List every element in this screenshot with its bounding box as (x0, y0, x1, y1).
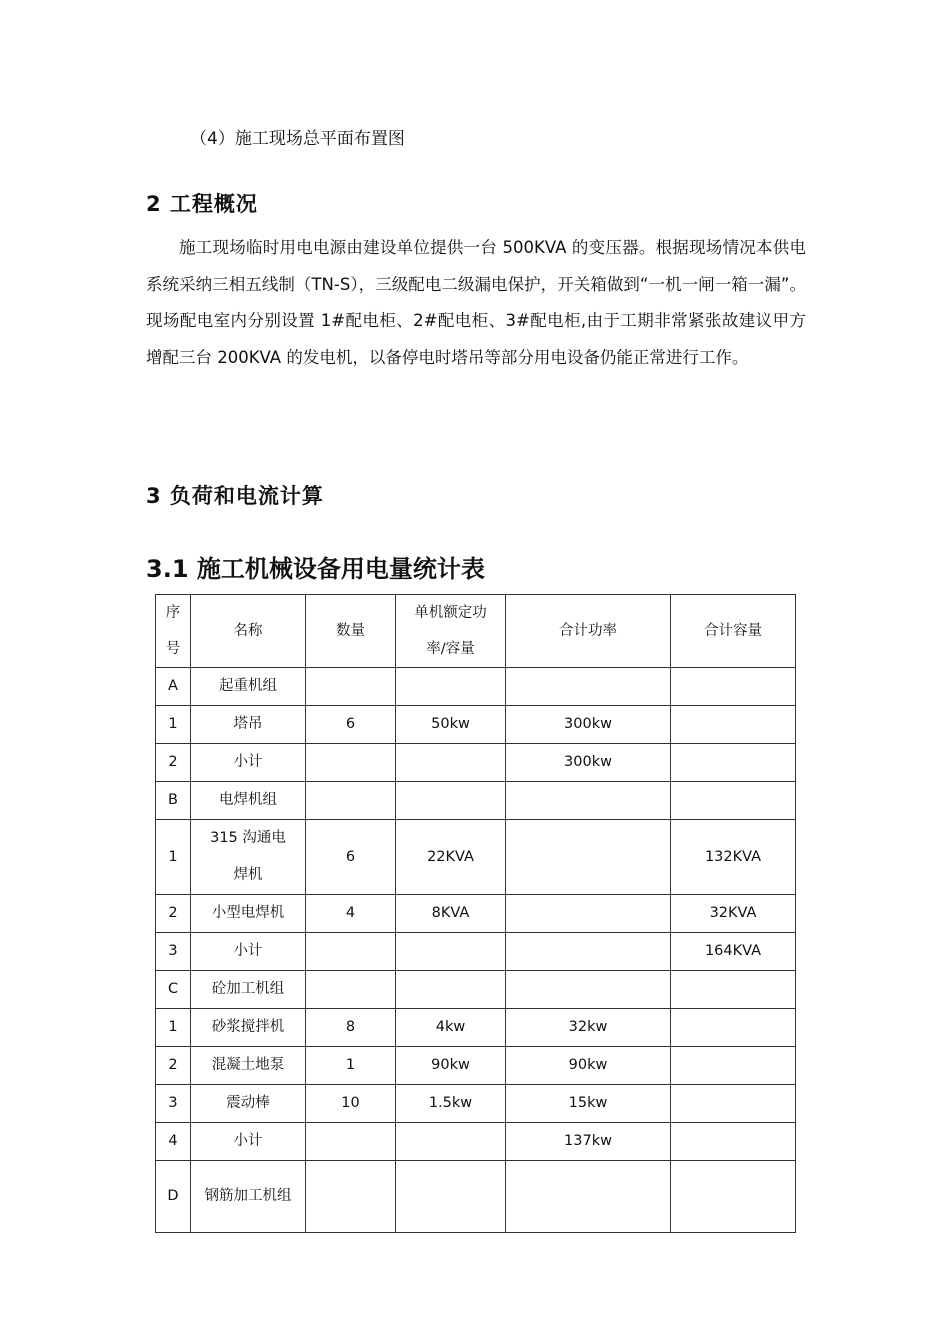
cell-index: 1 (156, 1009, 191, 1047)
table-row (156, 744, 796, 782)
cell-index: 2 (156, 744, 191, 782)
cell-name: 小型电焊机 (191, 895, 306, 933)
cell-quantity (306, 933, 396, 971)
list-item-site-plan: （4）施工现场总平面布置图 (190, 129, 405, 149)
cell-total-power: 90kw (506, 1047, 671, 1085)
cell-total-capacity (671, 782, 796, 820)
cell-total-capacity (671, 971, 796, 1009)
cell-name: 315 沟通电焊机 (191, 820, 306, 895)
header-cell-total-capacity: 合计容量 (671, 595, 796, 668)
cell-unit-power: 22KVA (396, 820, 506, 895)
table-row (156, 1161, 796, 1233)
cell-total-capacity (671, 1009, 796, 1047)
table-row (156, 782, 796, 820)
cell-name: 塔吊 (191, 706, 306, 744)
cell-total-power (506, 895, 671, 933)
header-cell-index: 序号 (156, 595, 191, 668)
cell-total-power (506, 668, 671, 706)
cell-quantity (306, 971, 396, 1009)
cell-total-power: 15kw (506, 1085, 671, 1123)
table-row (156, 1085, 796, 1123)
cell-total-capacity (671, 1123, 796, 1161)
cell-total-power (506, 782, 671, 820)
cell-name: 混凝土地泵 (191, 1047, 306, 1085)
cell-unit-power: 90kw (396, 1047, 506, 1085)
cell-name: 起重机组 (191, 668, 306, 706)
table-header-row (156, 595, 796, 668)
cell-total-capacity (671, 744, 796, 782)
cell-unit-power (396, 1123, 506, 1161)
overview-paragraph: 施工现场临时用电电源由建设单位提供一台 500KVA 的变压器。根据现场情况本供电系统采纳三相五线制（TN-S），三级配电二级漏电保护，开关箱做到“一机一闸一箱一漏”。现场配电室内分别设置 1#配电柜、2#配电柜、3#配电柜,由于工期非常紧张故建议甲方增配三台 200KVA 的发电机，以备停电时塔吊等部分用电设备仍能正常进行工作。 (146, 238, 806, 367)
header-cell-total-power: 合计功率 (506, 595, 671, 668)
cell-quantity (306, 744, 396, 782)
cell-index: B (156, 782, 191, 820)
cell-index: C (156, 971, 191, 1009)
cell-index: 2 (156, 1047, 191, 1085)
cell-unit-power: 1.5kw (396, 1085, 506, 1123)
cell-quantity: 6 (306, 820, 396, 895)
cell-quantity (306, 1123, 396, 1161)
cell-unit-power (396, 1161, 506, 1233)
cell-unit-power: 8KVA (396, 895, 506, 933)
cell-total-power (506, 1161, 671, 1233)
cell-unit-power: 50kw (396, 706, 506, 744)
cell-name: 小计 (191, 744, 306, 782)
section-heading-equipment-table: 3.1 施工机械设备用电量统计表 (146, 555, 485, 583)
cell-total-capacity: 132KVA (671, 820, 796, 895)
cell-total-capacity: 32KVA (671, 895, 796, 933)
section-heading-overview: 2 工程概况 (146, 192, 258, 216)
cell-name: 小计 (191, 933, 306, 971)
cell-index: 4 (156, 1123, 191, 1161)
table-row (156, 1009, 796, 1047)
cell-total-capacity (671, 1047, 796, 1085)
cell-name: 钢筋加工机组 (191, 1161, 306, 1233)
table-row (156, 1123, 796, 1161)
cell-total-power: 32kw (506, 1009, 671, 1047)
cell-total-power (506, 820, 671, 895)
cell-quantity (306, 782, 396, 820)
cell-total-power (506, 971, 671, 1009)
cell-quantity: 8 (306, 1009, 396, 1047)
header-cell-unit-power: 单机额定功率/容量 (396, 595, 506, 668)
cell-total-power: 300kw (506, 744, 671, 782)
cell-index: 3 (156, 1085, 191, 1123)
cell-quantity: 10 (306, 1085, 396, 1123)
cell-total-power: 300kw (506, 706, 671, 744)
cell-index: 1 (156, 820, 191, 895)
cell-unit-power: 4kw (396, 1009, 506, 1047)
cell-quantity (306, 1161, 396, 1233)
cell-total-capacity (671, 1161, 796, 1233)
header-cell-name: 名称 (191, 595, 306, 668)
table-row (156, 895, 796, 933)
cell-name: 震动棒 (191, 1085, 306, 1123)
cell-unit-power (396, 933, 506, 971)
table-row (156, 706, 796, 744)
cell-total-power: 137kw (506, 1123, 671, 1161)
section-heading-load-calc: 3 负荷和电流计算 (146, 484, 324, 508)
table-body (156, 595, 796, 1233)
cell-unit-power (396, 668, 506, 706)
cell-index: 1 (156, 706, 191, 744)
cell-unit-power (396, 782, 506, 820)
cell-name: 砼加工机组 (191, 971, 306, 1009)
equipment-power-table (155, 594, 796, 1233)
cell-index: A (156, 668, 191, 706)
cell-quantity: 4 (306, 895, 396, 933)
table-row (156, 668, 796, 706)
cell-total-capacity: 164KVA (671, 933, 796, 971)
cell-quantity: 6 (306, 706, 396, 744)
cell-total-capacity (671, 1085, 796, 1123)
cell-total-power (506, 933, 671, 971)
cell-index: 3 (156, 933, 191, 971)
cell-quantity: 1 (306, 1047, 396, 1085)
cell-total-capacity (671, 706, 796, 744)
cell-index: 2 (156, 895, 191, 933)
cell-unit-power (396, 971, 506, 1009)
cell-total-capacity (671, 668, 796, 706)
table-row (156, 933, 796, 971)
table-row (156, 971, 796, 1009)
cell-unit-power (396, 744, 506, 782)
header-cell-quantity: 数量 (306, 595, 396, 668)
cell-name: 砂浆搅拌机 (191, 1009, 306, 1047)
cell-index: D (156, 1161, 191, 1233)
cell-name: 小计 (191, 1123, 306, 1161)
cell-name: 电焊机组 (191, 782, 306, 820)
table-row (156, 820, 796, 895)
table-row (156, 1047, 796, 1085)
cell-quantity (306, 668, 396, 706)
